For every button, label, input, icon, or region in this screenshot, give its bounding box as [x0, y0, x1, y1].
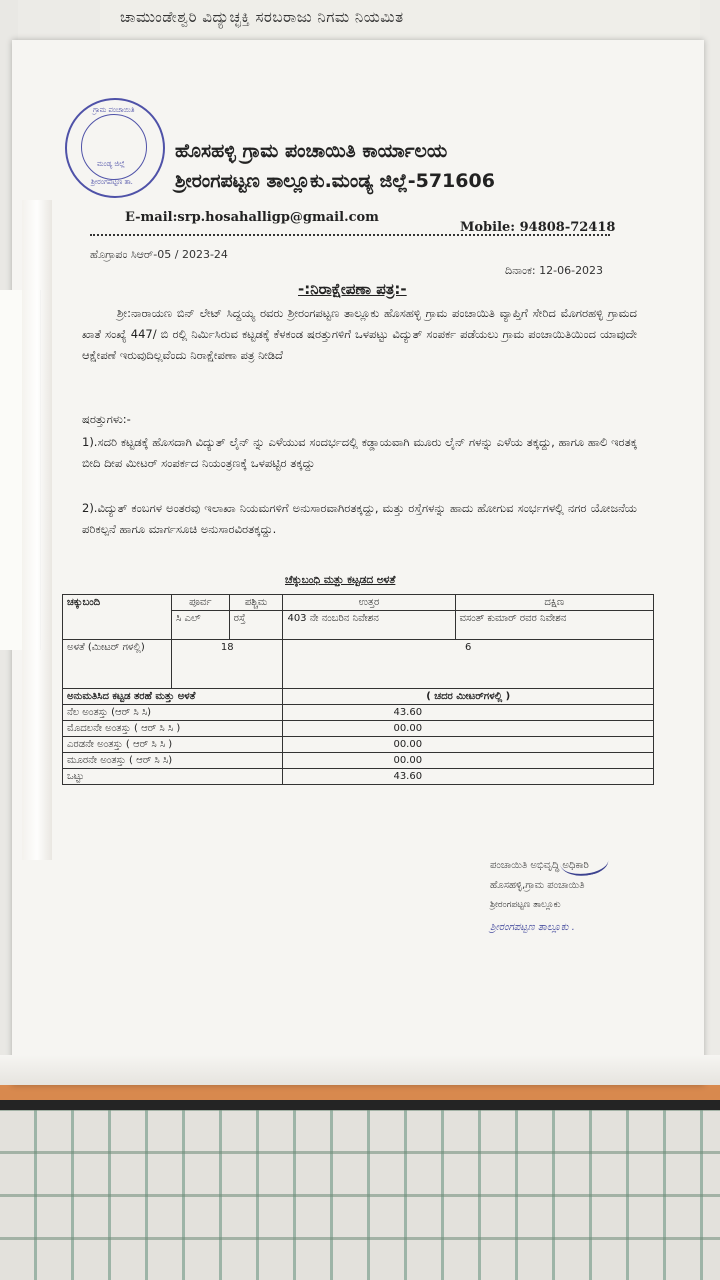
size-label: ಅಳತೆ (ಮೀಟರ್ ಗಳಲ್ಲಿ) — [63, 640, 172, 689]
office-address: ಶ್ರೀರಂಗಪಟ್ಟಣ ತಾಲ್ಲೂಕು.ಮಂಡ್ಯ ಜಿಲ್ಲೆ-571606 — [175, 170, 495, 192]
floor-area: 43.60 — [283, 705, 654, 721]
header-south: ದಕ್ಷಿಣ — [455, 595, 654, 611]
reference-number: ಹೊಗ್ರಾಪಂ ಸಿಆರ್-05 / 2023-24 — [90, 248, 228, 261]
header-west: ಪಶ್ಚಿಮ — [229, 595, 283, 611]
office-name: ಹೊಸಹಳ್ಳಿ ಗ್ರಾಮ ಪಂಚಾಯಿತಿ ಕಾರ್ಯಾಲಯ — [175, 140, 448, 162]
signatory-panchayat: ಹೊಸಹಳ್ಳಿ,ಗ್ರಾಮ ಪಂಚಾಯಿತಿ — [490, 880, 585, 891]
signatory-taluk-handwritten: ಶ್ರೀರಂಗಪಟ್ಟಣ ತಾಲ್ಲೂಕು . — [490, 922, 575, 933]
signatory-title: ಪಂಚಾಯಿತಿ ಅಭಿವೃದ್ಧಿ ಅಧಿಕಾರಿ — [490, 860, 589, 871]
floor-name: ಮೊದಲನೇ ಅಂತಸ್ತು ( ಆರ್ ಸಿ ಸಿ ) — [63, 721, 283, 737]
table-row — [63, 689, 654, 705]
body-paragraph: ಶ್ರೀ:ನಾರಾಯಣ ಬಿನ್ ಲೇಟ್ ಸಿದ್ದಯ್ಯ ರವರು ಶ್ರೀರಂಗಪಟ್ಟಣ ತಾಲ್ಲೂಕು ಹೊಸಹಳ್ಳಿ ಗ್ರಾಮ ಪಂಚಾಯಿತಿ ವ್ಯಾಪ್ತಿಗೆ ಸೇರಿದ ಮೊಗರಹಳ್ಳಿ ಗ್ರಾಮದ ಖಾತೆ ಸಂಖ್ಯೆ 447/ ಬಿ ರಲ್ಲಿ ನಿರ್ಮಿಸಿರುವ ಕಟ್ಟಡಕ್ಕೆ ಕೆಳಕಂಡ ಷರತ್ತುಗಳಿಗೆ ಒಳಪಟ್ಟು ವಿದ್ಯುತ್ ಸಂಪರ್ಕ ಪಡೆಯಲು ಗ್ರಾಮ ಪಂಚಾಯಿತಿಯಿಂದ ಯಾವುದೇ ಆಕ್ಷೇಪಣೆ ಇರುವುದಿಲ್ಲವೆಂದು ನಿರಾಕ್ಷೇಪಣಾ ಪತ್ರ ನೀಡಿದೆ — [82, 306, 637, 362]
table-row — [63, 705, 654, 721]
floor-name: ಮೂರನೇ ಅಂತಸ್ತು ( ಆರ್ ಸಿ ಸಿ) — [63, 753, 283, 769]
unit-heading: ( ಚದರ ಮೀಟರ್‌ಗಳಲ್ಲಿ ) — [283, 689, 654, 705]
boundary-label: ಚಕ್ಕುಬಂದಿ — [63, 595, 172, 640]
binder-clip — [22, 200, 52, 860]
document-title: -:ನಿರಾಕ್ಷೇಪಣಾ ಪತ್ರ:- — [298, 280, 407, 298]
permitted-heading: ಅನುಮತಿಸಿದ ಕಟ್ಟಡ ತರಹೆ ಮತ್ತು ಅಳತೆ — [63, 689, 283, 705]
floor-name: ಎರಡನೇ ಅಂತಸ್ತು ( ಆರ್ ಸಿ ಸಿ ) — [63, 737, 283, 753]
office-seal-stamp — [65, 98, 165, 198]
table-row — [63, 640, 654, 689]
table-row — [63, 721, 654, 737]
boundary-table-title: ಚೆಕ್ಕುಬಂಧಿ ಮತ್ತು ಕಟ್ಟಡದ ಅಳತೆ — [285, 574, 396, 586]
condition-1: 1).ಸದರಿ ಕಟ್ಟಡಕ್ಕೆ ಹೊಸದಾಗಿ ವಿದ್ಯುತ್ ಲೈನ್ ನ್ನು ಎಳೆಯುವ ಸಂದರ್ಭದಲ್ಲಿ ಕಡ್ಡಾಯವಾಗಿ ಮೂರು ಲೈನ್ ಗಳನ್ನು ಎಳೆಯ ತಕ್ಕದ್ದು, ಹಾಗೂ ಹಾಲಿ ಇರತಕ್ಕ ಬೀದಿ ದೀಪ ಮೀಟರ್ ಸಂಪರ್ಕದ ನಿಯಂತ್ರಣಕ್ಕೆ ಒಳಪಟ್ಟಿರ ತಕ್ಕದ್ದು — [82, 435, 637, 470]
floor-area: 00.00 — [283, 737, 654, 753]
signatory-taluk-stamp: ಶ್ರೀರಂಗಪಟ್ಟಣ ತಾಲ್ಲೂಕು — [490, 900, 561, 910]
size-east-west: 18 — [172, 640, 283, 689]
condition-2: 2).ವಿದ್ಯುತ್ ಕಂಬಗಳ ಅಂತರವು ಇಲಾಖಾ ನಿಯಮಗಳಿಗೆ ಅನುಸಾರವಾಗಿರತಕ್ಕದ್ದು, ಮತ್ತು ರಸ್ತೆಗಳನ್ನು ಹಾದು ಹೋಗುವ ಸಂರ್ಭಗಳಲ್ಲಿ ನಗರ ಯೋಜನೆಯ ಪರಿಕಲ್ಪನೆ ಹಾಗೂ ಮಾರ್ಗಸೂಚಿ ಅನುಸಾರವಿರತಕ್ಕದ್ದು. — [82, 501, 637, 536]
table-row — [63, 769, 654, 785]
floor-area: 00.00 — [283, 753, 654, 769]
value-west: ರಸ್ತೆ — [229, 611, 283, 640]
checked-cloth — [0, 1110, 720, 1280]
document-date: ದಿನಾಂಕ: 12-06-2023 — [505, 264, 604, 277]
value-east: ಸಿ ಎಲ್ — [172, 611, 230, 640]
seal-inner-ring — [81, 114, 147, 180]
header-north: ಉತ್ತರ — [283, 595, 455, 611]
value-north: 403 ನೇ ನಂಬರಿನ ನಿವೇಶನ — [283, 611, 455, 640]
total-area: 43.60 — [283, 769, 654, 785]
conditions-heading: ಷರತ್ತುಗಳು:- — [82, 412, 131, 426]
seal-text-mid: ಮಂಡ್ಯ ಜಿಲ್ಲೆ — [97, 160, 125, 168]
total-label: ಒಟ್ಟು — [63, 769, 283, 785]
email-text: E-mail:srp.hosahalligp@gmail.com — [125, 210, 379, 225]
table-row — [63, 595, 654, 611]
floor-area: 00.00 — [283, 721, 654, 737]
table-row — [63, 737, 654, 753]
seal-text-top: ಗ್ರಾಮ ಪಂಚಾಯಿತಿ — [93, 106, 135, 114]
header-divider — [90, 234, 610, 236]
size-north-south: 6 — [283, 640, 654, 689]
header-east: ಪೂರ್ವ — [172, 595, 230, 611]
table-row — [63, 753, 654, 769]
page-fold — [0, 1055, 720, 1085]
mobile-text: Mobile: 94808-72418 — [460, 220, 616, 235]
top-letterhead-strip — [100, 0, 700, 40]
boundary-table — [62, 594, 654, 785]
top-strip-text: ಚಾಮುಂಡೇಶ್ವರಿ ವಿದ್ಯುಚ್ಛಕ್ತಿ ಸರಬರಾಜು ನಿಗಮ ನಿಯಮಿತ — [120, 8, 404, 26]
floor-name: ನೆಲ ಅಂತಸ್ತು (ಆರ್ ಸಿ ಸಿ) — [63, 705, 283, 721]
seal-text-bottom: ಶ್ರೀರಂಗಪಟ್ಟಣ ತಾ. — [91, 178, 133, 186]
value-south: ವಸಂತ್ ಕುಮಾರ್ ರವರ ನಿವೇಶನ — [455, 611, 654, 640]
